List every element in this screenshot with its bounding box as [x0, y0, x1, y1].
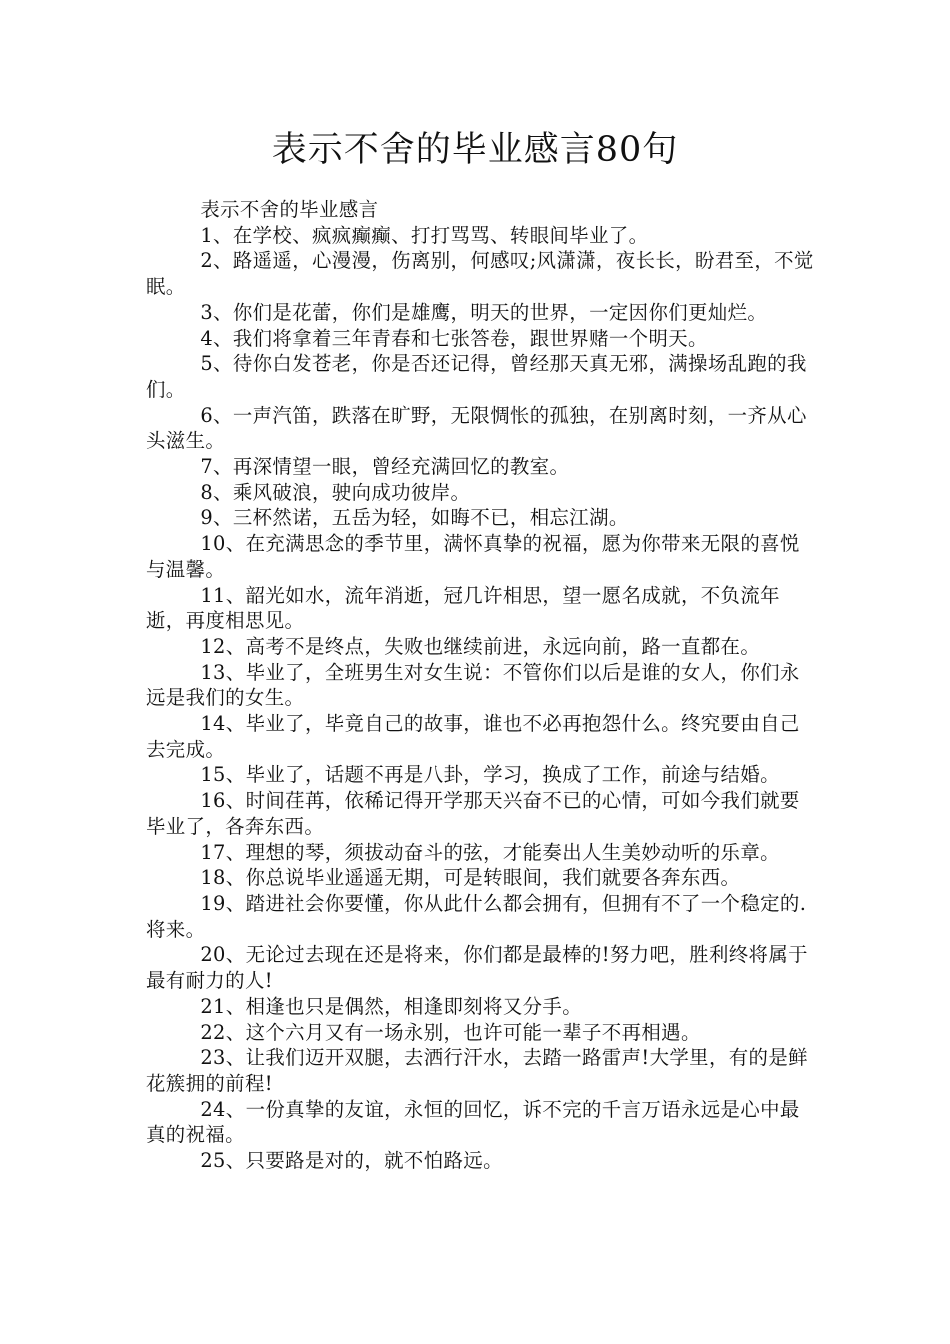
- section-heading: 表示不舍的毕业感言: [200, 198, 379, 221]
- list-item: 22、这个六月又有一场永别，也许可能一辈子不再相遇。: [200, 1020, 701, 1044]
- list-item: 2、路遥遥，心漫漫，伤离别，何感叹;风潇潇，夜长长，盼君至，不觉眠。: [146, 249, 814, 299]
- list-item: 4、我们将拿着三年青春和七张答卷，跟世界赌一个明天。: [200, 326, 708, 350]
- list-item: 7、再深情望一眼，曾经充满回忆的教室。: [200, 455, 570, 479]
- list-item: 25、只要路是对的，就不怕路远。: [200, 1149, 503, 1173]
- list-item: 19、踏进社会你要懂，你从此什么都会拥有，但拥有不了一个稳定的.将来。: [146, 891, 807, 941]
- list-item: 18、你总说毕业遥遥无期，可是转眼间，我们就要各奔东西。: [200, 866, 741, 890]
- list-item: 13、毕业了，全班男生对女生说：不管你们以后是谁的女人，你们永远是我们的女生。: [146, 660, 800, 710]
- list-item: 6、一声汽笛，跌落在旷野，无限惆怅的孤独，在别离时刻，一齐从心头滋生。: [146, 403, 807, 453]
- list-item: 14、毕业了，毕竟自己的故事，谁也不必再抱怨什么。终究要由自己去完成。: [146, 712, 800, 761]
- document-body: [146, 197, 814, 1174]
- list-item: 10、在充满思念的季节里，满怀真挚的祝福，愿为你带来无限的喜悦与温馨。: [146, 532, 800, 581]
- document-title: 表示不舍的毕业感言80句: [271, 130, 679, 170]
- list-item: 20、无论过去现在还是将来，你们都是最棒的!努力吧，胜利终将属于最有耐力的人!: [146, 943, 808, 993]
- list-item: 12、高考不是终点，失败也继续前进，永远向前，路一直都在。: [200, 634, 761, 658]
- list-item: 5、待你白发苍老，你是否还记得，曾经那天真无邪，满操场乱跑的我们。: [146, 352, 807, 401]
- list-item: 3、你们是花蕾，你们是雄鹰，明天的世界，一定因你们更灿烂。: [200, 300, 768, 324]
- list-item: 9、三杯然诺，五岳为轻，如晦不已，相忘江湖。: [200, 506, 629, 530]
- list-item: 23、让我们迈开双腿，去洒行汗水，去踏一路雷声!大学里，有的是鲜花簇拥的前程!: [146, 1046, 808, 1095]
- list-item: 8、乘风破浪，驶向成功彼岸。: [200, 480, 471, 504]
- list-item: 21、相逢也只是偶然，相逢即刻将又分手。: [200, 994, 583, 1018]
- list-item: 17、理想的琴，须拔动奋斗的弦，才能奏出人生美妙动听的乐章。: [200, 840, 780, 864]
- list-item: 24、一份真挚的友谊，永恒的回忆，诉不完的千言万语永远是心中最真的祝福。: [146, 1097, 800, 1147]
- list-item: 16、时间荏苒，依稀记得开学那天兴奋不已的心情，可如今我们就要毕业了，各奔东西。: [146, 789, 800, 838]
- list-item: 11、韶光如水，流年消逝，冠几许相思，望一愿名成就，不负流年逝，再度相思见。: [146, 583, 780, 633]
- list-item: 1、在学校、疯疯癫癫、打打骂骂、转眼间毕业了。: [200, 223, 649, 247]
- list-item: 15、毕业了，话题不再是八卦，学习，换成了工作，前途与结婚。: [200, 763, 780, 787]
